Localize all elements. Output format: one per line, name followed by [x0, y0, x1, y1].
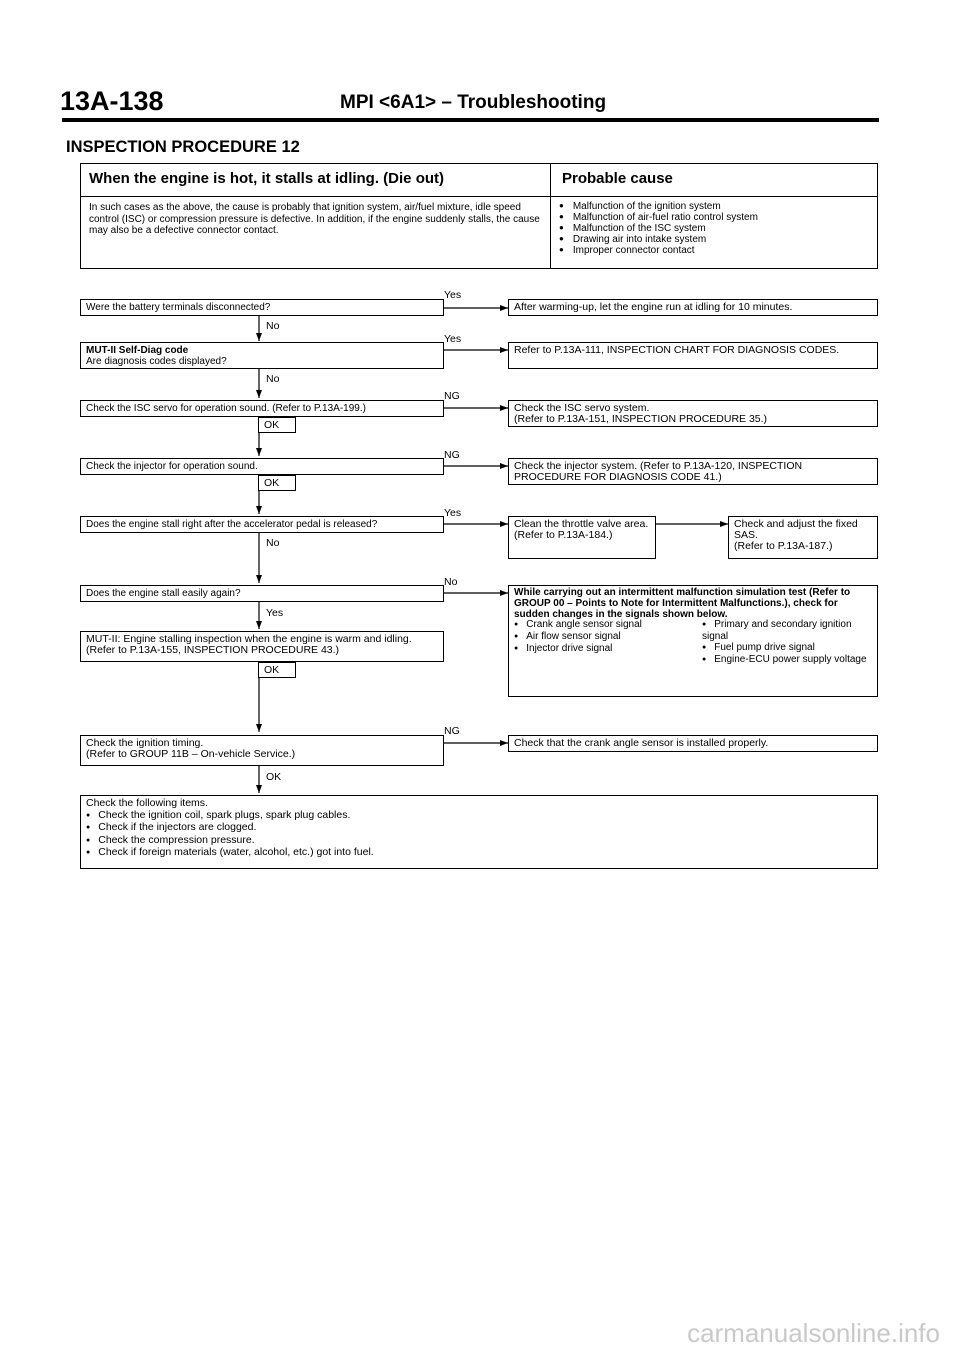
signal-item: ● Injector drive signal [514, 644, 702, 656]
probable-cause-item: ● Drawing air into intake system [559, 234, 758, 245]
page-number: 13A-138 [60, 86, 164, 116]
step8-ng-action-box [508, 735, 878, 752]
step1-question: Were the battery terminals disconnected? [86, 302, 271, 313]
step3-question-box [80, 400, 444, 417]
final-check-item: ● Check the compression pressure. [86, 835, 872, 848]
step3-ng-reference: (Refer to P.13A-151, INSPECTION PROCEDURE 35.) [514, 413, 768, 425]
signal-columns [514, 620, 872, 666]
page-heading: MPI <6A1> – Troubleshooting [340, 92, 607, 113]
step4-question-box [80, 458, 444, 475]
symptom-description: In such cases as the above, the cause is probably that ignition system, air/fuel mixture, idle speed control (ISC) or compression pressure is defective. In addition, if the engine suddenly stalls, the cause may also be a defective connector contact. [89, 202, 540, 236]
probable-cause-item: ● Malfunction of the ISC system [559, 223, 758, 234]
signal-item: ● Crank angle sensor signal [514, 620, 702, 632]
signal-list-right [702, 620, 870, 666]
step3-ng-action-box [508, 400, 878, 427]
step2-yes-action: Refer to P.13A-111, INSPECTION CHART FOR DIAGNOSIS CODES. [514, 344, 840, 356]
step1-no-label: No [266, 320, 280, 332]
step5-yes-label: Yes [444, 507, 462, 519]
step2-question-box [80, 342, 444, 369]
step6-question: Does the engine stall easily again? [86, 588, 241, 599]
step4-question: Check the injector for operation sound. [86, 461, 258, 472]
signal-item: ● Engine-ECU power supply voltage [702, 655, 870, 667]
step3-ok-label [258, 417, 296, 433]
step7-ok-text: OK [264, 664, 280, 676]
procedure-title: INSPECTION PROCEDURE 12 [66, 138, 300, 156]
step3-ng-action: Check the ISC servo system. [514, 402, 650, 414]
watermark: carmanualsonline.info [687, 1318, 940, 1348]
final-check-box [80, 795, 878, 869]
step3-ng-label: NG [444, 390, 460, 402]
step7-ok-label [258, 662, 296, 678]
step2-question: Are diagnosis codes displayed? [86, 356, 227, 367]
final-check-item: ● Check the ignition coil, spark plugs, spark plug cables. [86, 810, 872, 823]
final-check-heading: Check the following items. [86, 797, 208, 809]
step6-yes-label: Yes [266, 607, 284, 619]
step4-ng-action-box [508, 458, 878, 485]
step2-title: MUT-II Self-Diag code [86, 345, 189, 356]
step5-yes-action: Clean the throttle valve area. [514, 518, 649, 530]
cause-header: Probable cause [562, 170, 673, 187]
step2-no-label: No [266, 373, 280, 385]
step4-ok-text: OK [264, 477, 280, 489]
step4-ok-label [258, 475, 296, 491]
step7-question-box [80, 631, 444, 662]
step8-ng-action: Check that the crank angle sensor is installed properly. [514, 737, 769, 749]
step1-question-box [80, 299, 444, 316]
step1-yes-action-box [508, 299, 878, 316]
step2-yes-action-box [508, 342, 878, 369]
step5-yes-action-box [508, 516, 656, 559]
signal-item: ● Primary and secondary ignition signal [702, 620, 870, 643]
step8-ng-label: NG [444, 725, 460, 737]
step6-question-box [80, 585, 444, 602]
step7-question: MUT-II: Engine stalling inspection when the engine is warm and idling. (Refer to P.13A-155, INSPECTION PROCEDURE 43.) [86, 633, 412, 656]
probable-cause-item: ● Malfunction of the ignition system [559, 201, 758, 212]
step2-yes-label: Yes [444, 333, 462, 345]
step5-followup-reference: (Refer to P.13A-187.) [734, 540, 833, 552]
step4-ng-label: NG [444, 449, 460, 461]
step5-followup-action: Check and adjust the fixed SAS. [734, 518, 858, 541]
probable-cause-item: ● Malfunction of air-fuel ratio control system [559, 212, 758, 223]
step3-question: Check the ISC servo for operation sound. (Refer to P.13A-199.) [86, 403, 366, 414]
step8-question-box [80, 735, 444, 766]
step1-yes-label: Yes [444, 289, 462, 301]
step5-no-label: No [266, 537, 280, 549]
step8-ok-label: OK [266, 771, 282, 783]
signal-item: ● Air flow sensor signal [514, 632, 702, 644]
step6-no-action: While carrying out an intermittent malfunction simulation test (Refer to GROUP 00 – Points to Note for Intermittent Malfunctions.), check for sudden changes in the signals shown below. [514, 587, 851, 620]
probable-cause-item: ● Improper connector contact [559, 245, 758, 256]
step8-question: Check the ignition timing. [86, 737, 204, 749]
step4-ng-action: Check the injector system. (Refer to P.13A-120, INSPECTION PROCEDURE FOR DIAGNOSIS CODE 41.) [514, 460, 803, 483]
final-check-item: ● Check if the injectors are clogged. [86, 822, 872, 835]
step6-no-action-box [508, 585, 878, 697]
final-check-item: ● Check if foreign materials (water, alcohol, etc.) got into fuel. [86, 847, 872, 860]
step3-ok-text: OK [264, 419, 280, 431]
step5-question-box [80, 516, 444, 533]
step1-yes-action: After warming-up, let the engine run at idling for 10 minutes. [514, 301, 793, 313]
signal-item: ● Fuel pump drive signal [702, 643, 870, 655]
step6-no-label: No [444, 576, 458, 588]
final-check-list [86, 810, 872, 860]
step8-reference: (Refer to GROUP 11B – On-vehicle Service.) [86, 748, 296, 760]
symptom-header: When the engine is hot, it stalls at idling. (Die out) [89, 170, 445, 187]
step5-question: Does the engine stall right after the accelerator pedal is released? [86, 519, 378, 530]
step5-followup-action-box [728, 516, 878, 559]
signal-list-left [514, 620, 702, 666]
step5-yes-reference: (Refer to P.13A-184.) [514, 529, 613, 541]
